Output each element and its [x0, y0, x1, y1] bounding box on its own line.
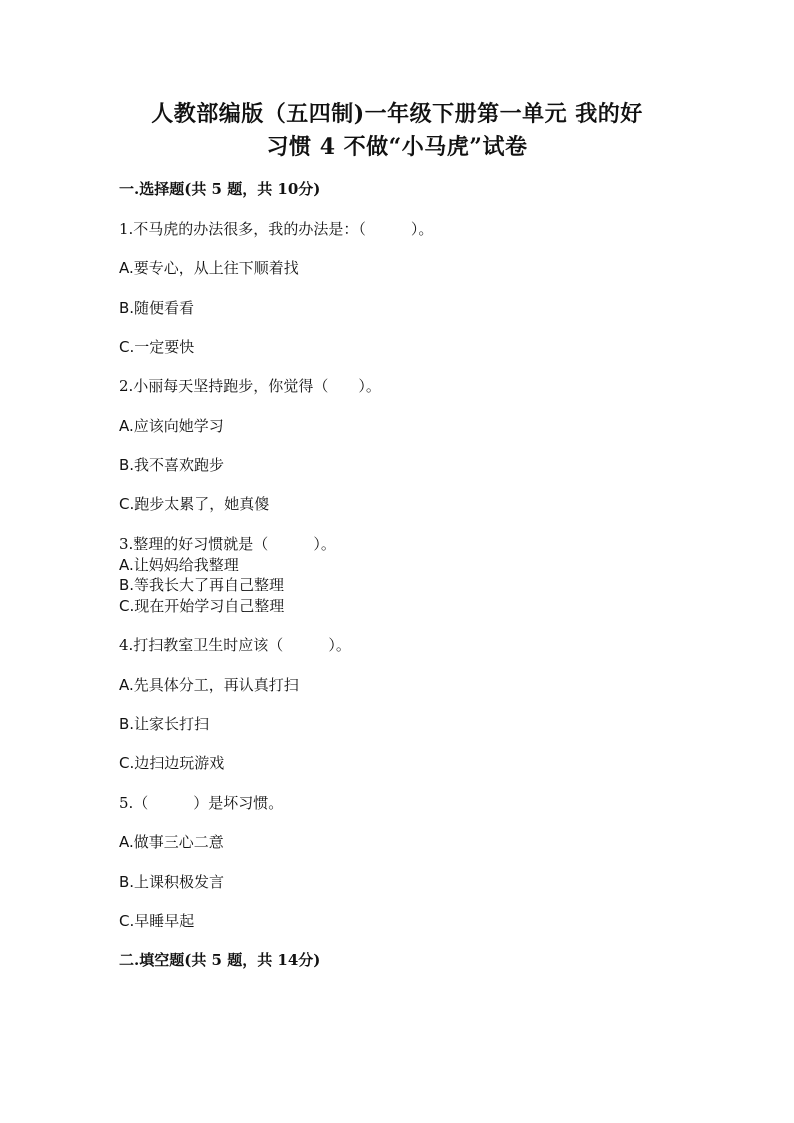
exam-title-line-1: 人教部编版（五四制)一年级下册第一单元 我的好: [151, 101, 643, 127]
question-1-option-b: B.随便看看: [119, 299, 195, 317]
question-3-option-b: B.等我长大了再自己整理: [119, 576, 285, 594]
question-5-option-b: B.上课积极发言: [119, 873, 225, 891]
question-2-option-a: A.应该向她学习: [119, 417, 224, 435]
section-heading-choice: 一.选择题(共 5 题，共 10分): [119, 180, 321, 198]
question-2-option-b: B.我不喜欢跑步: [119, 456, 225, 474]
question-4-option-b: B.让家长打扫: [119, 715, 210, 733]
question-1-option-a: A.要专心，从上往下顺着找: [119, 259, 299, 277]
question-4-option-a: A.先具体分工，再认真打扫: [119, 676, 299, 694]
question-4-stem: 4.打扫教室卫生时应该（ ）。: [119, 636, 351, 654]
question-2-option-c: C.跑步太累了，她真傻: [119, 495, 270, 513]
question-1-option-c: C.一定要快: [119, 338, 195, 356]
question-5-option-c: C.早睡早起: [119, 912, 195, 930]
question-3-option-a: A.让妈妈给我整理: [119, 556, 239, 574]
section-heading-fill-in: 二.填空题(共 5 题，共 14分): [119, 951, 321, 969]
exam-title-line-2: 习惯 4 不做“小马虎”试卷: [266, 134, 528, 160]
question-1-stem: 1.不马虎的办法很多，我的办法是：（ ）。: [119, 220, 434, 238]
question-3-stem: 3.整理的好习惯就是（ ）。: [119, 535, 336, 553]
question-4-option-c: C.边扫边玩游戏: [119, 754, 225, 772]
question-3-option-c: C.现在开始学习自己整理: [119, 597, 285, 615]
question-5-option-a: A.做事三心二意: [119, 833, 224, 851]
question-2-stem: 2.小丽每天坚持跑步，你觉得（ ）。: [119, 377, 381, 395]
question-5-stem: 5.（ ）是坏习惯。: [119, 794, 284, 812]
